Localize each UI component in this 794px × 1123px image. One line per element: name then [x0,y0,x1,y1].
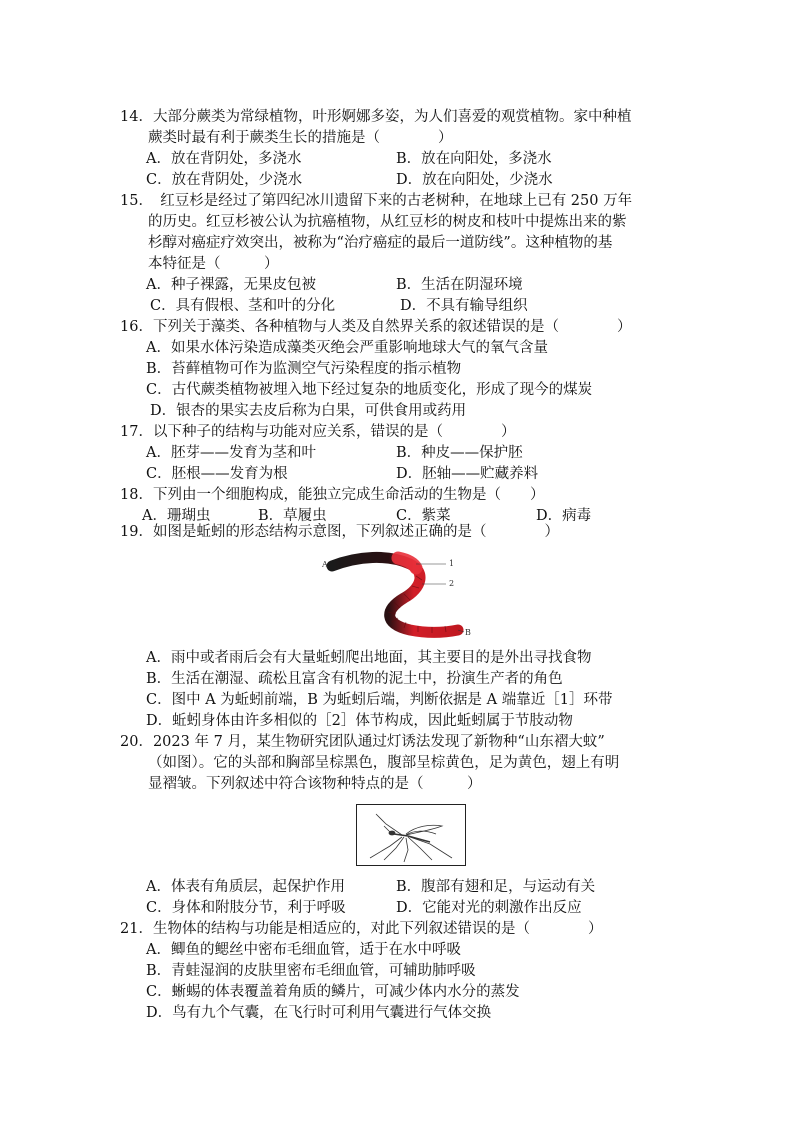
option-a: A．鲫鱼的鳃丝中密布毛细血管，适于在水中呼吸 [146,942,461,958]
question-20 [120,732,690,795]
question-stem: 17．以下种子的结构与功能对应关系，错误的是（ ） [120,424,516,440]
crane-fly-illustration [356,804,466,866]
question-15 [120,191,690,275]
figure-label-1: 1 [449,559,455,568]
option-b: B．草履虫 [258,508,327,524]
question-stem: 15． 红豆杉是经过了第四纪冰川遗留下来的古老树种，在地球上已有 250 万年 [120,193,633,209]
question-18 [120,485,690,506]
option-a: A．放在背阴处，多浇水 [146,151,302,167]
option-c: C．图中 A 为蚯蚓前端，B 为蚯蚓后端，判断依据是 A 端靠近［1］环带 [146,692,613,708]
option-d: D．不具有输导组织 [400,298,528,314]
question-stem: 20．2023 年 7 月，某生物研究团队通过灯诱法发现了新物种“山东褶大蚊” [120,734,605,750]
option-b: B．生活在阴湿环境 [396,277,523,293]
worm-body [332,557,458,632]
question-21 [120,919,690,940]
option-d: D．它能对光的刺激作出反应 [396,900,582,916]
figure-label-b: B [465,628,471,637]
option-a: A．珊瑚虫 [142,508,211,524]
option-d: D．放在向阳处，少浇水 [396,172,553,188]
option-c: C．放在背阴处，少浇水 [146,172,303,188]
crane-fly-figure [356,804,466,866]
question-stem: 本特征是（ ） [148,256,279,272]
question-stem: 14．大部分蕨类为常绿植物，叶形婀娜多姿，为人们喜爱的观赏植物。家中种植 [120,109,632,125]
option-c: C．紫菜 [396,508,451,524]
question-stem: 显褶皱。下列叙述中符合该物种特点的是（ ） [148,776,482,792]
option-b: B．放在向阳处，多浇水 [396,151,552,167]
question-stem: 19．如图是蚯蚓的形态结构示意图，下列叙述正确的是（ ） [120,524,559,540]
figure-label-2: 2 [449,579,455,588]
question-stem: 杉醇对癌症疗效突出，被称为“治疗癌症的最后一道防线”。这种植物的基 [148,235,613,251]
question-stem: 18．下列由一个细胞构成，能独立完成生命活动的生物是（ ） [120,487,545,503]
option-b: B．种皮——保护胚 [396,445,523,461]
question-17 [120,422,690,443]
option-d: D．蚯蚓身体由许多相似的［2］体节构成，因此蚯蚓属于节肢动物 [146,713,573,729]
option-c: C．蜥蜴的体表覆盖着角质的鳞片，可减少体内水分的蒸发 [146,984,520,1000]
option-b: B．生活在潮湿、疏松且富含有机物的泥土中，扮演生产者的角色 [146,671,563,687]
option-c: C．胚根——发育为根 [146,466,288,482]
option-d: D．胚轴——贮藏养料 [396,466,539,482]
figure-label-a: A [322,560,328,569]
option-c: C．身体和附肢分节，利于呼吸 [146,900,346,916]
option-c: C．具有假根、茎和叶的分化 [150,298,336,314]
option-b: B．腹部有翅和足，与运动有关 [396,879,596,895]
question-stem: （如图）。它的头部和胸部呈棕黑色，腹部呈棕黄色，足为黄色，翅上有明 [148,755,620,771]
option-a: A．体表有角质层，起保护作用 [146,879,345,895]
option-d: D．病毒 [536,508,592,524]
question-14 [120,107,690,149]
option-d: D．鸟有九个气囊，在飞行时可利用气囊进行气体交换 [146,1005,492,1021]
option-a: A．种子裸露，无果皮包被 [146,277,316,293]
question-stem: 的历史。红豆杉被公认为抗癌植物，从红豆杉的树皮和枝叶中提炼出来的紫 [148,214,627,230]
earthworm-figure [318,546,478,646]
question-19 [120,522,690,543]
question-16 [120,317,690,338]
option-b: B．青蛙湿润的皮肤里密布毛细血管，可辅助肺呼吸 [146,963,476,979]
option-c: C．古代蕨类植物被埋入地下经过复杂的地质变化，形成了现今的煤炭 [146,382,593,398]
option-a: A．雨中或者雨后会有大量蚯蚓爬出地面，其主要目的是外出寻找食物 [146,650,592,666]
option-b: B．苔藓植物可作为监测空气污染程度的指示植物 [146,361,462,377]
option-d: D．银杏的果实去皮后称为白果，可供食用或药用 [150,403,467,419]
option-a: A．如果水体污染造成藻类灭绝会严重影响地球大气的氧气含量 [146,340,548,356]
question-stem: 21．生物体的结构与功能是相适应的，对此下列叙述错误的是（ ） [120,921,603,937]
worm-clitellum [398,558,416,568]
question-stem: 16．下列关于藻类、各种植物与人类及自然界关系的叙述错误的是（ ） [120,319,632,335]
option-a: A．胚芽——发育为茎和叶 [146,445,316,461]
question-stem: 蕨类时最有利于蕨类生长的措施是（ ） [148,130,453,146]
